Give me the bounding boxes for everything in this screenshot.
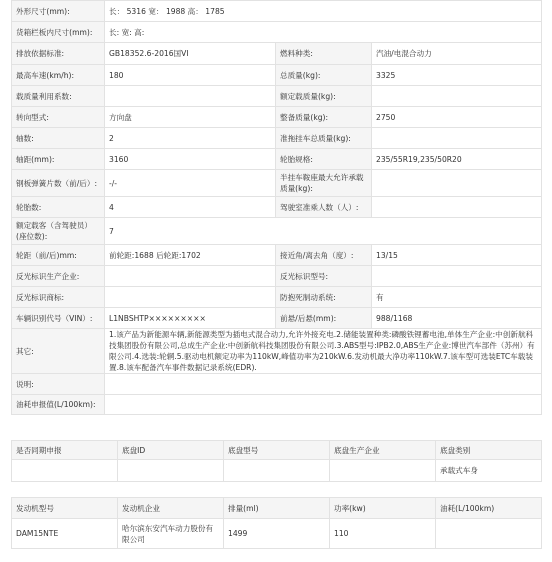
spec-value: 方向盘 — [105, 107, 276, 128]
spec-row — [12, 86, 542, 107]
spec-label: 转向型式: — [12, 107, 105, 128]
spec-value — [372, 197, 542, 218]
engine-header: 油耗(L/100km) — [436, 498, 542, 519]
spec-value: 2 — [105, 128, 276, 149]
spec-label: 反光标识型号: — [276, 266, 372, 287]
chassis-value-row — [12, 460, 542, 482]
spec-label: 整备质量(kg): — [276, 107, 372, 128]
spec-label: 车辆识别代号（VIN）: — [12, 308, 105, 329]
spec-value: 7 — [105, 218, 542, 245]
spec-value: 长： 5316 宽： 1988 高： 1785 — [105, 1, 542, 22]
spec-value: -/- — [105, 170, 276, 197]
spec-row — [12, 329, 542, 374]
spec-label: 说明: — [12, 374, 105, 395]
spec-row — [12, 395, 542, 415]
chassis-header: 底盘生产企业 — [330, 441, 436, 460]
spec-row — [12, 149, 542, 170]
spec-label: 半挂车鞍座最大允许承载质量(kg): — [276, 170, 372, 197]
spec-label: 轮距（前/后)mm: — [12, 245, 105, 266]
spec-label: 载质量利用系数: — [12, 86, 105, 107]
spec-value — [105, 86, 276, 107]
engine-value: DAM15NTE — [12, 519, 118, 549]
spec-row — [12, 266, 542, 287]
spec-label: 接近角/离去角（度）: — [276, 245, 372, 266]
spec-label: 反光标识商标: — [12, 287, 105, 308]
chassis-header: 是否同期申报 — [12, 441, 118, 460]
engine-value: 哈尔滨东安汽车动力股份有限公司 — [118, 519, 224, 549]
spec-value: GB18352.6-2016国VI — [105, 43, 276, 65]
chassis-value — [224, 460, 330, 482]
spec-value — [105, 395, 542, 415]
spec-label: 货箱栏板内尺寸(mm): — [12, 22, 105, 43]
spec-row — [12, 65, 542, 86]
chassis-value — [118, 460, 224, 482]
spec-value: 2750 — [372, 107, 542, 128]
engine-header: 排量(ml) — [224, 498, 330, 519]
chassis-value: 承载式车身 — [436, 460, 542, 482]
chassis-header: 底盘类别 — [436, 441, 542, 460]
spec-label: 前悬/后悬(mm): — [276, 308, 372, 329]
spec-row — [12, 308, 542, 329]
spec-value: 3160 — [105, 149, 276, 170]
spec-row — [12, 374, 542, 395]
spec-label: 准拖挂车总质量(kg): — [276, 128, 372, 149]
spec-row — [12, 107, 542, 128]
spec-label: 轴数: — [12, 128, 105, 149]
spec-row — [12, 245, 542, 266]
chassis-header: 底盘ID — [118, 441, 224, 460]
spec-label: 轮胎数: — [12, 197, 105, 218]
spec-label: 额定载客（含驾驶员）(座位数): — [12, 218, 105, 245]
spec-row — [12, 287, 542, 308]
spec-value — [372, 170, 542, 197]
spec-value — [372, 86, 542, 107]
engine-header-row — [12, 498, 542, 519]
spec-value: 前轮距:1688 后轮距:1702 — [105, 245, 276, 266]
engine-value-row — [12, 519, 542, 549]
spec-label: 外形尺寸(mm): — [12, 1, 105, 22]
spec-value: 4 — [105, 197, 276, 218]
spec-value: 988/1168 — [372, 308, 542, 329]
spec-row — [12, 197, 542, 218]
spec-row — [12, 218, 542, 245]
spec-value: L1NBSHTP××××××××× — [105, 308, 276, 329]
spec-label: 排放依据标准: — [12, 43, 105, 65]
spec-value: 235/55R19,235/50R20 — [372, 149, 542, 170]
spec-label: 燃料种类: — [276, 43, 372, 65]
spec-label: 其它: — [12, 329, 105, 374]
spec-label: 防抱死制动系统: — [276, 287, 372, 308]
engine-header: 发动机型号 — [12, 498, 118, 519]
spec-value — [372, 128, 542, 149]
spec-label: 额定载质量(kg): — [276, 86, 372, 107]
spec-label: 驾驶室准乘人数（人）: — [276, 197, 372, 218]
spec-value — [372, 266, 542, 287]
spec-label: 油耗申报值(L/100km): — [12, 395, 105, 415]
spec-value — [105, 287, 276, 308]
spec-value: 180 — [105, 65, 276, 86]
spec-value — [105, 374, 542, 395]
vehicle-spec-table — [11, 0, 542, 415]
chassis-header: 底盘型号 — [224, 441, 330, 460]
spec-value-other: 1.该产品为新能源车辆,新能源类型为插电式混合动力,允许外接充电.2.储能装置种类:磷酸铁锂蓄电池,单体生产企业:中创新航科技集团股份有限公司,总成生产企业:中创新航科技集团股份有限公司.3.ABS型号:IPB2.0,ABS生产企业:博世汽车部件（苏州）有限公司.4.选装:轮辋.5.驱动电机额定功率为110kW,峰值功率为210kW.6.发动机最大净功率110kW.7.该车型可选装ETC车载装置.8.该车配备汽车事件数据记录系统(EDR). — [105, 329, 542, 374]
spec-value — [105, 266, 276, 287]
spec-value: 13/15 — [372, 245, 542, 266]
spec-row — [12, 22, 542, 43]
spec-label: 轮胎规格: — [276, 149, 372, 170]
spec-label: 总质量(kg): — [276, 65, 372, 86]
spec-value: 汽油/电混合动力 — [372, 43, 542, 65]
spec-label: 钢板弹簧片数（前/后）: — [12, 170, 105, 197]
engine-header: 发动机企业 — [118, 498, 224, 519]
spec-label: 轴距(mm): — [12, 149, 105, 170]
spec-row — [12, 128, 542, 149]
spec-value: 有 — [372, 287, 542, 308]
spec-label: 反光标识生产企业: — [12, 266, 105, 287]
chassis-table — [11, 440, 542, 482]
spec-row — [12, 1, 542, 22]
chassis-value — [12, 460, 118, 482]
engine-table — [11, 497, 542, 549]
chassis-value — [330, 460, 436, 482]
engine-value: 110 — [330, 519, 436, 549]
engine-value — [436, 519, 542, 549]
engine-value: 1499 — [224, 519, 330, 549]
spec-row — [12, 170, 542, 197]
spec-value: 长: 宽: 高: — [105, 22, 542, 43]
spec-row — [12, 43, 542, 65]
engine-header: 功率(kw) — [330, 498, 436, 519]
chassis-header-row — [12, 441, 542, 460]
spec-label: 最高车速(km/h): — [12, 65, 105, 86]
spec-value: 3325 — [372, 65, 542, 86]
